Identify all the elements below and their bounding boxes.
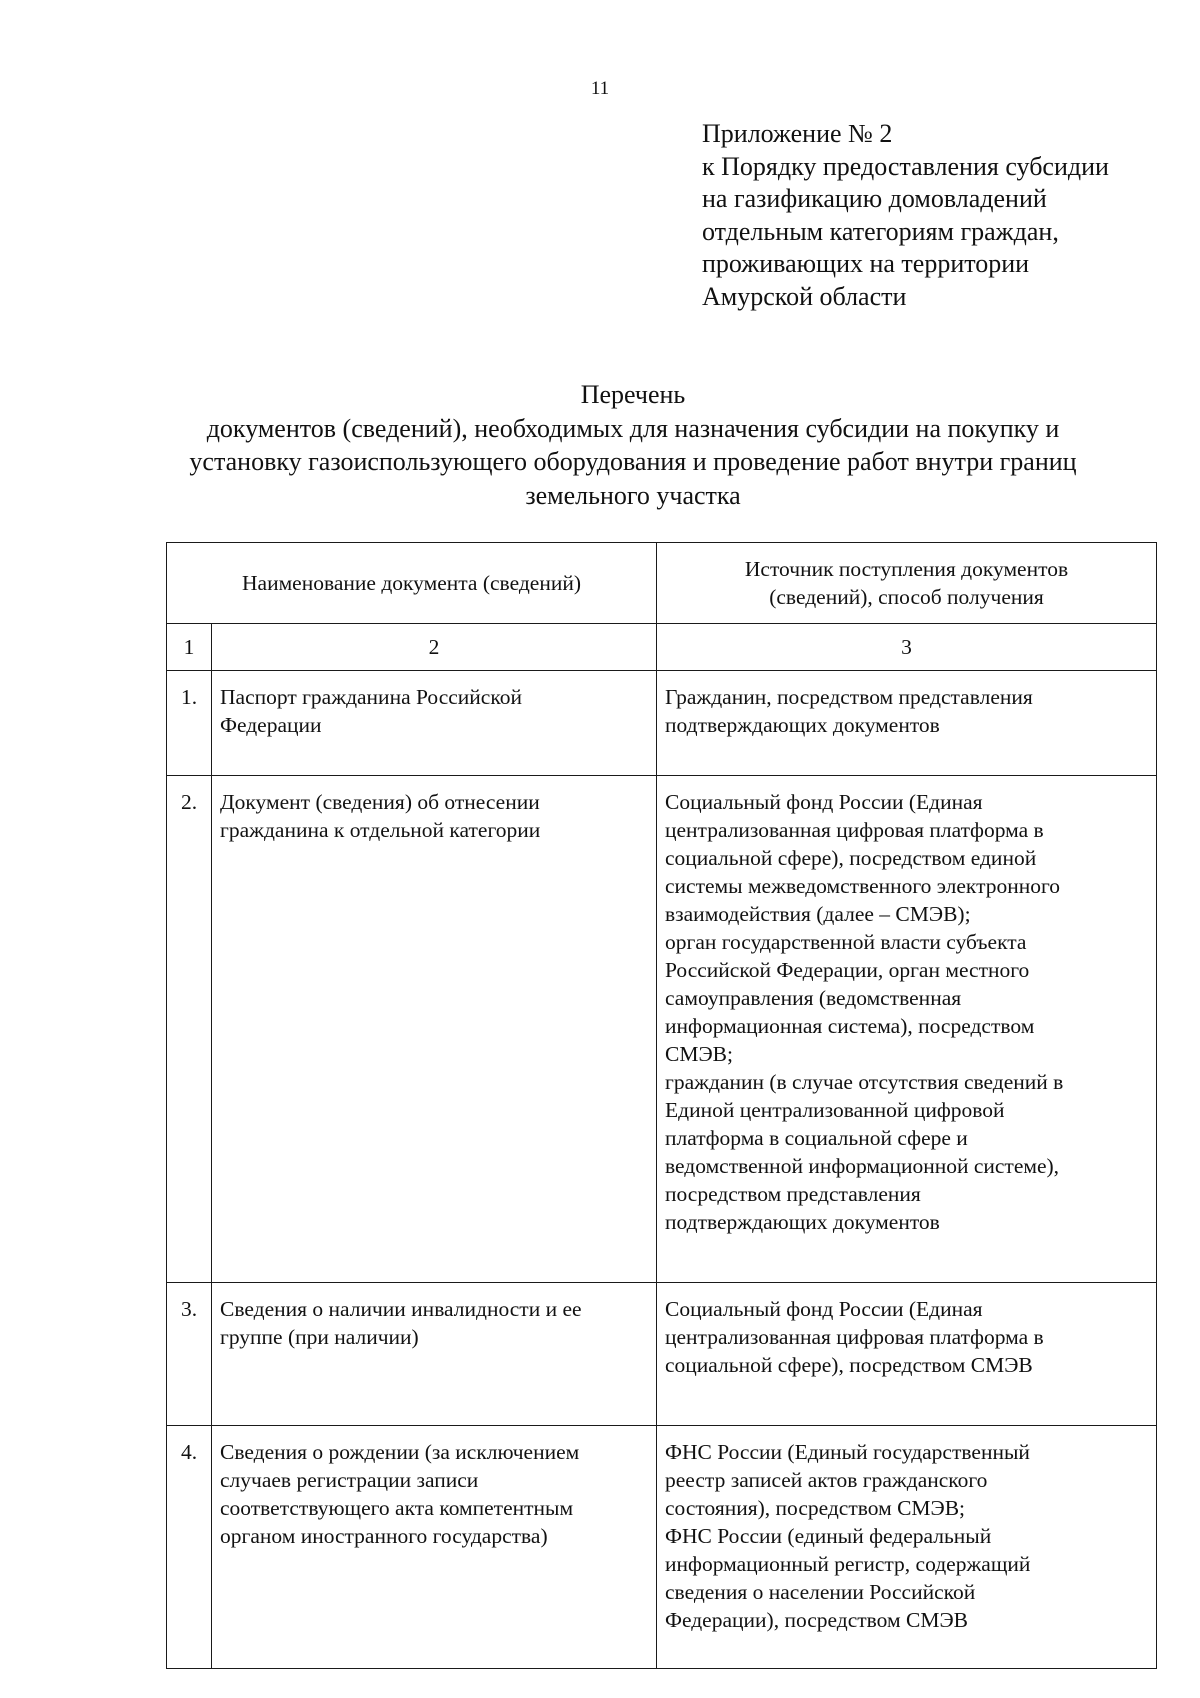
source-line: информационный регистр, содержащий [665,1552,1031,1576]
document-name-line: Сведения о рождении (за исключением [220,1440,580,1464]
source-cell [657,1283,1157,1426]
document-name-line: случаев регистрации записи [220,1468,479,1492]
table-header-row [167,543,1157,624]
source-line: ФНС России (Единый государственный [665,1440,1030,1464]
source-cell [657,671,1157,776]
source-line: социальной сфере), посредством СМЭВ [665,1353,1033,1377]
appendix-block [702,118,1172,313]
document-name-cell [212,1283,657,1426]
document-name-line: Федерации [220,713,322,737]
column-index-3: 3 [657,624,1157,671]
row-number: 2. [167,776,212,1283]
source-line: гражданин (в случае отсутствия сведений в [665,1070,1064,1094]
source-line: состояния), посредством СМЭВ; [665,1496,966,1520]
heading-line: земельного участка [525,480,741,510]
document-name-cell [212,671,657,776]
heading-title: Перечень [580,380,686,409]
document-name-cell [212,1426,657,1669]
appendix-line: Приложение № 2 [702,119,893,148]
column-index-1: 1 [167,624,212,671]
source-line: ФНС России (единый федеральный [665,1524,992,1548]
heading-line: установку газоиспользующего оборудования и проведение работ внутри границ [189,447,1077,476]
source-line: посредством представления [665,1182,921,1206]
source-line: Российской Федерации, орган местного [665,958,1030,982]
page-number: 11 [590,78,610,99]
appendix-line: проживающих на территории [702,249,1030,278]
source-line: самоуправления (ведомственная [665,986,962,1010]
source-line: СМЭВ; [665,1042,733,1066]
source-line: информационная система), посредством [665,1014,1035,1038]
source-line: ведомственной информационной системе), [665,1154,1060,1178]
source-line: Гражданин, посредством представления [665,685,1033,709]
header-document-name: Наименование документа (сведений) [167,543,657,624]
table-row [167,1283,1157,1426]
source-line: Социальный фонд России (Единая [665,790,983,814]
document-name-line: органом иностранного государства) [220,1524,548,1548]
appendix-line: к Порядку предоставления субсидии [702,151,1109,181]
source-line: системы межведомственного электронного [665,874,1061,898]
row-number: 3. [167,1283,212,1426]
documents-table [166,542,1157,1669]
source-line: Единой централизованной цифровой [665,1098,1005,1122]
source-line: сведения о населении Российской [665,1580,976,1604]
document-heading [100,378,1166,512]
heading-line: документов (сведений), необходимых для назначения субсидии на покупку и [206,413,1060,443]
source-cell [657,776,1157,1283]
appendix-line: отдельным категориям граждан, [702,216,1059,246]
document-name-line: Документ (сведения) об отнесении [220,790,540,814]
header-source-line: Источник поступления документов [744,557,1069,581]
header-source [657,543,1157,624]
source-line: подтверждающих документов [665,1210,940,1234]
appendix-line: на газификацию домовладений [702,184,1047,213]
source-line: платформа в социальной сфере и [665,1126,968,1150]
document-name-line: группе (при наличии) [220,1325,419,1349]
document-name-line: гражданина к отдельной категории [220,818,541,842]
document-name-cell [212,776,657,1283]
table-row [167,1426,1157,1669]
table-row [167,776,1157,1283]
source-line: централизованная цифровая платформа в [665,818,1044,842]
document-name-line: соответствующего акта компетентным [220,1496,574,1520]
column-index-2: 2 [212,624,657,671]
column-index-row [167,624,1157,671]
source-line: Социальный фонд России (Единая [665,1297,983,1321]
source-line: орган государственной власти субъекта [665,930,1027,954]
header-source-line: (сведений), способ получения [769,585,1044,609]
table-row [167,671,1157,776]
document-name-line: Паспорт гражданина Российской [220,685,522,709]
source-line: подтверждающих документов [665,713,940,737]
source-line: взаимодействия (далее – СМЭВ); [665,902,971,926]
source-line: централизованная цифровая платформа в [665,1325,1044,1349]
source-line: Федерации), посредством СМЭВ [665,1608,968,1632]
source-cell [657,1426,1157,1669]
row-number: 1. [167,671,212,776]
row-number: 4. [167,1426,212,1669]
source-line: реестр записей актов гражданского [665,1468,988,1492]
document-name-line: Сведения о наличии инвалидности и ее [220,1297,582,1321]
appendix-line: Амурской области [702,281,907,311]
source-line: социальной сфере), посредством единой [665,846,1037,870]
